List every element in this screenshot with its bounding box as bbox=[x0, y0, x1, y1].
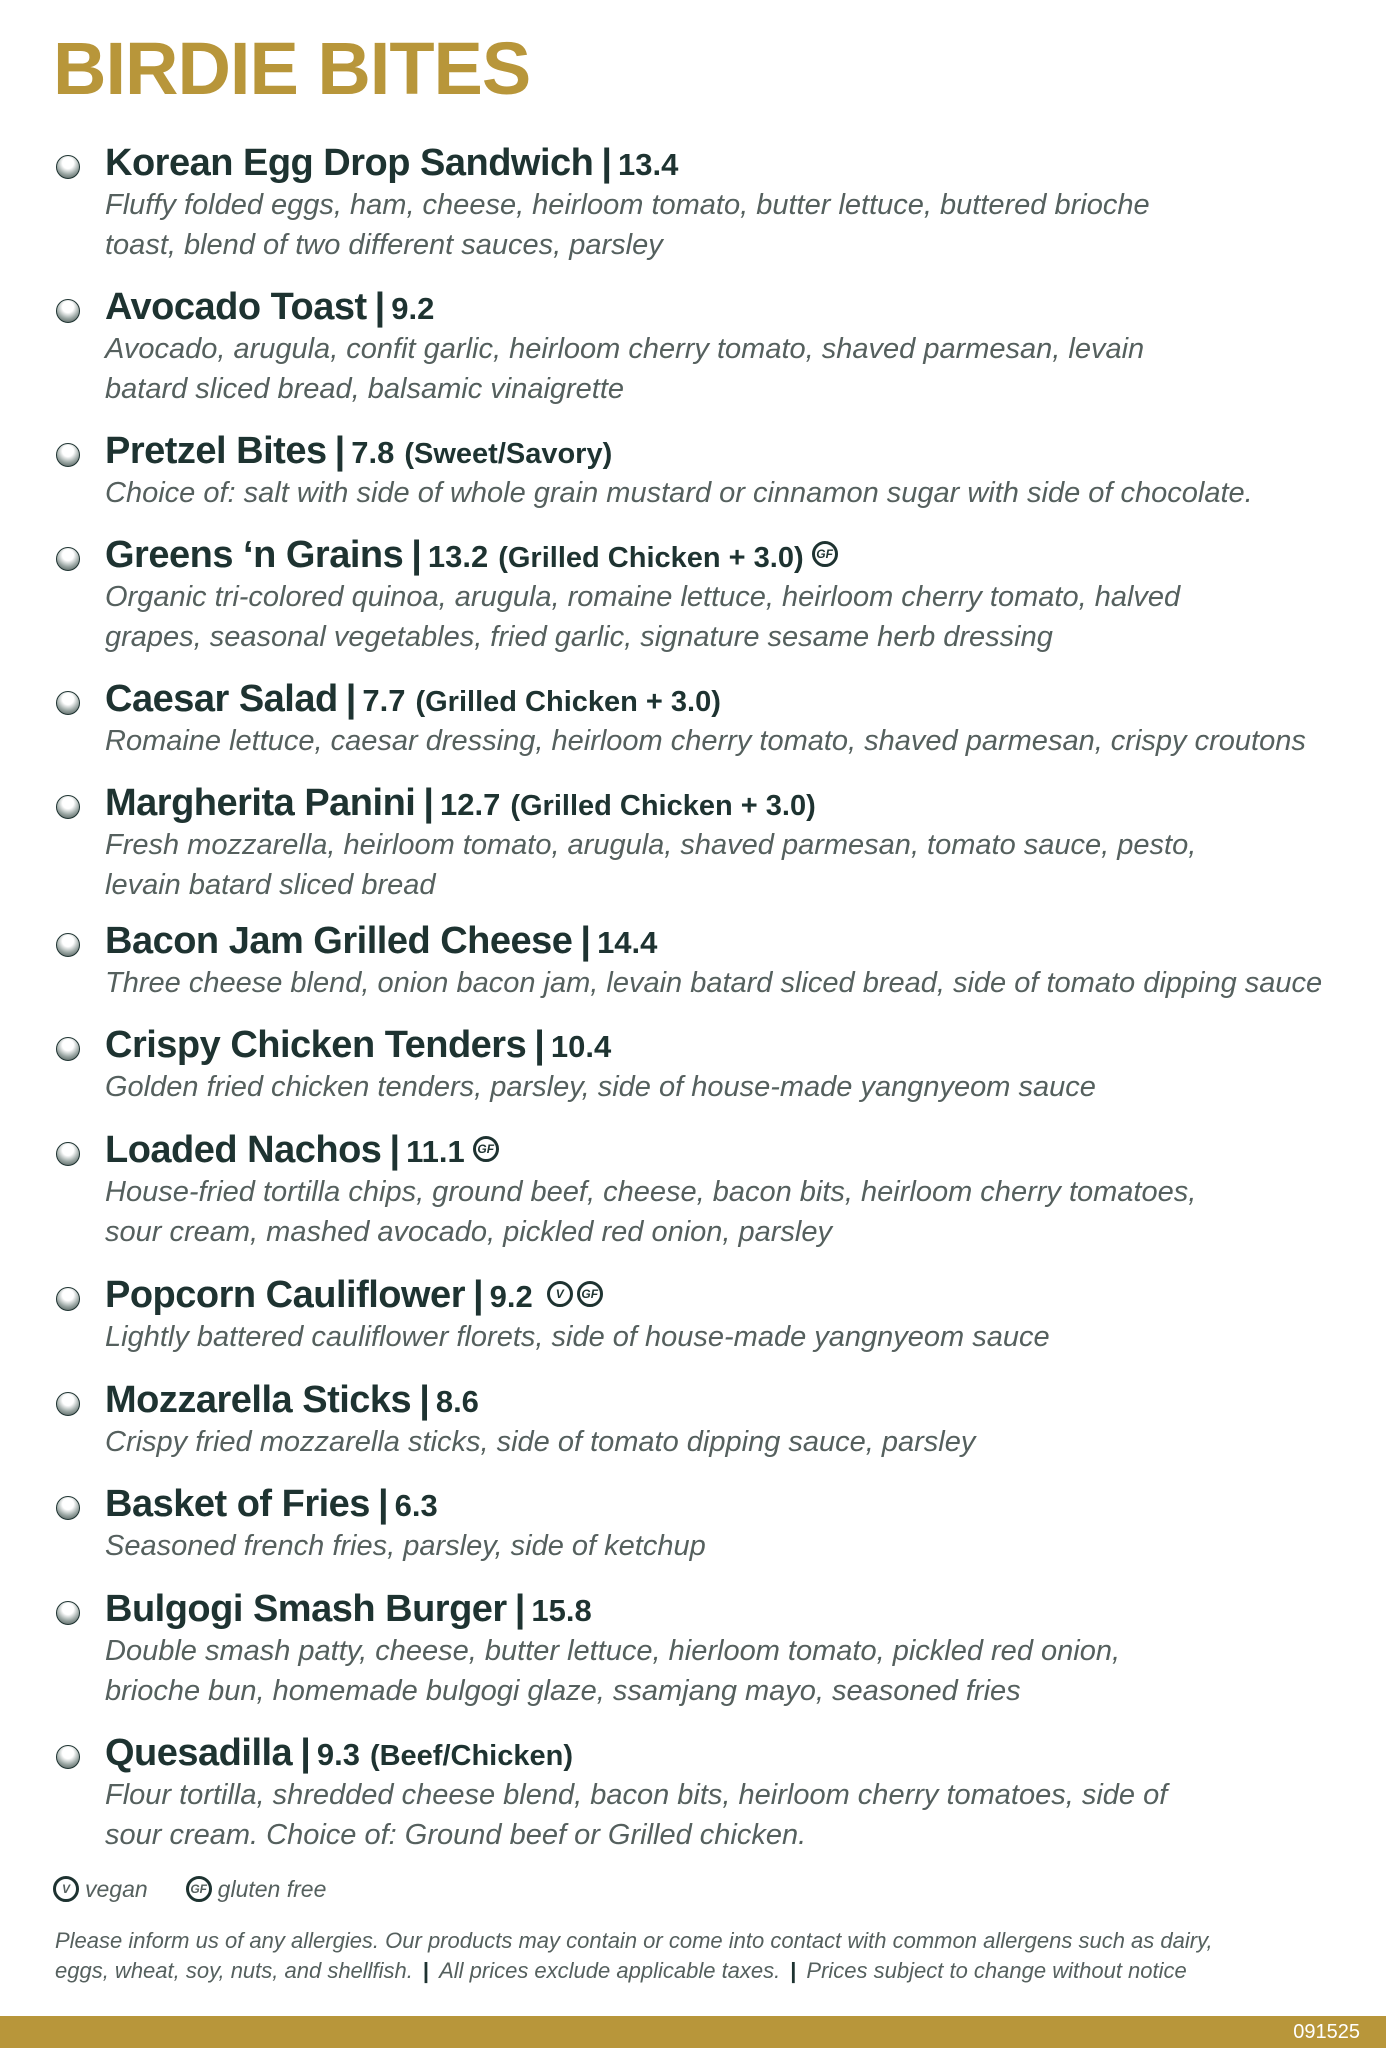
menu-item-description: toast, blend of two different sauces, parsley bbox=[105, 229, 663, 261]
menu-item-heading bbox=[105, 1586, 592, 1634]
vegan-legend-label: vegan bbox=[85, 1876, 148, 1902]
gluten-free-legend-label: gluten free bbox=[217, 1876, 327, 1902]
menu-item-description: sour cream. Choice of: Ground beef or Grilled chicken. bbox=[105, 1819, 807, 1851]
menu-version-code: 091525 bbox=[1293, 2021, 1360, 2043]
dietary-legend bbox=[53, 1876, 326, 1904]
menu-title: BIRDIE BITES bbox=[53, 27, 531, 110]
menu-item-heading bbox=[105, 1481, 438, 1529]
menu-item-heading bbox=[105, 532, 838, 581]
menu-item-name: Basket of Fries bbox=[105, 1483, 370, 1525]
allergy-notice-text: eggs, wheat, soy, nuts, and shellfish. bbox=[55, 1958, 413, 1983]
separator: | bbox=[389, 1129, 401, 1171]
menu-item-heading bbox=[105, 1127, 499, 1175]
golf-ball-icon bbox=[56, 933, 80, 957]
golf-ball-icon bbox=[56, 691, 80, 715]
menu-item-description: Golden fried chicken tenders, parsley, side of house-made yangnyeom sauce bbox=[105, 1071, 1096, 1103]
separator: | bbox=[345, 678, 357, 720]
menu-item-description: Crispy fried mozzarella sticks, side of tomato dipping sauce, parsley bbox=[105, 1426, 976, 1458]
golf-ball-icon bbox=[56, 1142, 80, 1166]
menu-item-price: 13.4 bbox=[618, 147, 679, 182]
menu-item-price: 9.2 bbox=[489, 1279, 533, 1314]
menu-item-description: Avocado, arugula, confit garlic, heirloom cherry tomato, shaved parmesan, levain bbox=[105, 333, 1145, 365]
menu-item-description: Fresh mozzarella, heirloom tomato, arugula, shaved parmesan, tomato sauce, pesto, bbox=[105, 829, 1197, 861]
menu-item-description: House-fried tortilla chips, ground beef, cheese, bacon bits, heirloom cherry tomatoes, bbox=[105, 1176, 1197, 1208]
menu-item-description: Lightly battered cauliflower florets, side of house-made yangnyeom sauce bbox=[105, 1321, 1050, 1353]
golf-ball-icon bbox=[56, 1601, 80, 1625]
menu-item-name: Korean Egg Drop Sandwich bbox=[105, 142, 594, 184]
separator: | bbox=[580, 920, 592, 962]
separator: | bbox=[300, 1732, 311, 1774]
menu-item-options: (Grilled Chicken + 3.0) bbox=[415, 686, 721, 718]
separator: | bbox=[334, 430, 346, 472]
menu-item-description: Choice of: salt with side of whole grain mustard or cinnamon sugar with side of chocolate. bbox=[105, 477, 1253, 509]
menu-item-description: Flour tortilla, shredded cheese blend, bacon bits, heirloom cherry tomatoes, side of bbox=[105, 1779, 1168, 1811]
menu-item-heading bbox=[105, 1022, 611, 1070]
menu-item-description: sour cream, mashed avocado, pickled red onion, parsley bbox=[105, 1216, 832, 1248]
menu-item-heading bbox=[105, 428, 612, 477]
separator: | bbox=[411, 534, 422, 576]
gluten-free-icon: GF bbox=[186, 1876, 212, 1902]
golf-ball-icon bbox=[56, 1745, 80, 1769]
separator: | bbox=[534, 1024, 545, 1066]
menu-item-description: Three cheese blend, onion bacon jam, levain batard sliced bread, side of tomato dipping sauce bbox=[105, 967, 1323, 999]
separator: | bbox=[377, 1483, 389, 1525]
menu-item-price: 6.3 bbox=[394, 1488, 438, 1523]
menu-item-name: Loaded Nachos bbox=[105, 1129, 382, 1171]
menu-item-price: 9.3 bbox=[316, 1737, 360, 1772]
menu-item-price: 15.8 bbox=[531, 1593, 592, 1628]
footer-bar bbox=[0, 2016, 1386, 2048]
menu-item-heading bbox=[105, 780, 816, 829]
menu-item-name: Greens ‘n Grains bbox=[105, 534, 404, 576]
menu-item-price: 11.1 bbox=[406, 1134, 465, 1169]
menu-item-price: 10.4 bbox=[550, 1029, 612, 1064]
menu-item-name: Pretzel Bites bbox=[105, 430, 327, 472]
separator: | bbox=[472, 1274, 484, 1316]
menu-item-heading bbox=[105, 140, 678, 188]
separator: | bbox=[601, 142, 613, 184]
vegan-icon: V bbox=[53, 1876, 79, 1902]
separator: | bbox=[374, 286, 386, 328]
vegan-icon: V bbox=[547, 1281, 573, 1307]
menu-item-name: Mozzarella Sticks bbox=[105, 1379, 412, 1421]
menu-item-description: Seasoned french fries, parsley, side of ketchup bbox=[105, 1530, 706, 1562]
menu-item-description: batard sliced bread, balsamic vinaigrette bbox=[105, 373, 625, 405]
menu-item-heading bbox=[105, 1730, 573, 1779]
menu-item-name: Margherita Panini bbox=[105, 782, 416, 824]
menu-item-name: Caesar Salad bbox=[105, 678, 338, 720]
golf-ball-icon bbox=[56, 155, 80, 179]
tax-notice: All prices exclude applicable taxes. bbox=[439, 1958, 781, 1983]
menu-item-name: Crispy Chicken Tenders bbox=[105, 1024, 527, 1066]
menu-item-heading bbox=[105, 918, 657, 966]
menu-item-name: Avocado Toast bbox=[105, 286, 367, 328]
golf-ball-icon bbox=[56, 795, 80, 819]
menu-item-name: Popcorn Cauliflower bbox=[105, 1274, 465, 1316]
menu-item-name: Bacon Jam Grilled Cheese bbox=[105, 920, 573, 962]
separator: | bbox=[790, 1958, 797, 1983]
menu-item-options: (Sweet/Savory) bbox=[404, 438, 613, 470]
menu-item-options: (Grilled Chicken + 3.0) bbox=[498, 542, 804, 574]
menu-item-description: levain batard sliced bread bbox=[105, 869, 436, 901]
menu-item-price: 14.4 bbox=[597, 925, 658, 960]
menu-item-name: Quesadilla bbox=[105, 1732, 293, 1774]
price-change-notice: Prices subject to change without notice bbox=[806, 1958, 1187, 1983]
golf-ball-icon bbox=[56, 1496, 80, 1520]
gluten-free-icon: GF bbox=[473, 1136, 499, 1162]
menu-item-description: Fluffy folded eggs, ham, cheese, heirloom tomato, butter lettuce, buttered brioche bbox=[105, 189, 1150, 221]
menu-item-description: Double smash patty, cheese, butter lettuce, hierloom tomato, pickled red onion, bbox=[105, 1635, 1121, 1667]
menu-item-options: (Grilled Chicken + 3.0) bbox=[510, 790, 816, 822]
menu-item-heading bbox=[105, 676, 721, 725]
menu-item-options: (Beef/Chicken) bbox=[369, 1740, 573, 1772]
menu-item-description: brioche bun, homemade bulgogi glaze, ssamjang mayo, seasoned fries bbox=[105, 1675, 1021, 1707]
menu-item-description: Romaine lettuce, caesar dressing, heirloom cherry tomato, shaved parmesan, crispy croutons bbox=[105, 725, 1306, 757]
allergy-notice bbox=[55, 1926, 1355, 1986]
allergy-notice-line: Please inform us of any allergies. Our products may contain or come into contact with common allergens such as dairy, bbox=[55, 1928, 1213, 1953]
gluten-free-icon: GF bbox=[577, 1281, 603, 1307]
menu-item-price: 7.7 bbox=[362, 683, 406, 718]
menu-item-description: grapes, seasonal vegetables, fried garlic, signature sesame herb dressing bbox=[105, 621, 1053, 653]
menu-item-price: 9.2 bbox=[391, 291, 435, 326]
menu-item-price: 8.6 bbox=[435, 1384, 479, 1419]
menu-item-price: 12.7 bbox=[439, 787, 501, 822]
golf-ball-icon bbox=[56, 1287, 80, 1311]
separator: | bbox=[423, 782, 434, 824]
separator: | bbox=[419, 1379, 430, 1421]
golf-ball-icon bbox=[56, 547, 80, 571]
separator: | bbox=[422, 1958, 430, 1983]
menu-item-heading bbox=[105, 1272, 603, 1320]
gluten-free-icon: GF bbox=[812, 541, 838, 567]
separator: | bbox=[514, 1588, 526, 1630]
golf-ball-icon bbox=[56, 1392, 80, 1416]
menu-item-price: 13.2 bbox=[427, 539, 489, 574]
menu-item-price: 7.8 bbox=[351, 435, 395, 470]
golf-ball-icon bbox=[56, 299, 80, 323]
menu-item-description: Organic tri-colored quinoa, arugula, romaine lettuce, heirloom cherry tomato, halved bbox=[105, 581, 1181, 613]
golf-ball-icon bbox=[56, 1037, 80, 1061]
allergy-notice-line bbox=[55, 1956, 1355, 1986]
menu-item-heading bbox=[105, 1377, 479, 1425]
golf-ball-icon bbox=[56, 443, 80, 467]
menu-item-name: Bulgogi Smash Burger bbox=[105, 1588, 507, 1630]
menu-item-heading bbox=[105, 284, 434, 332]
